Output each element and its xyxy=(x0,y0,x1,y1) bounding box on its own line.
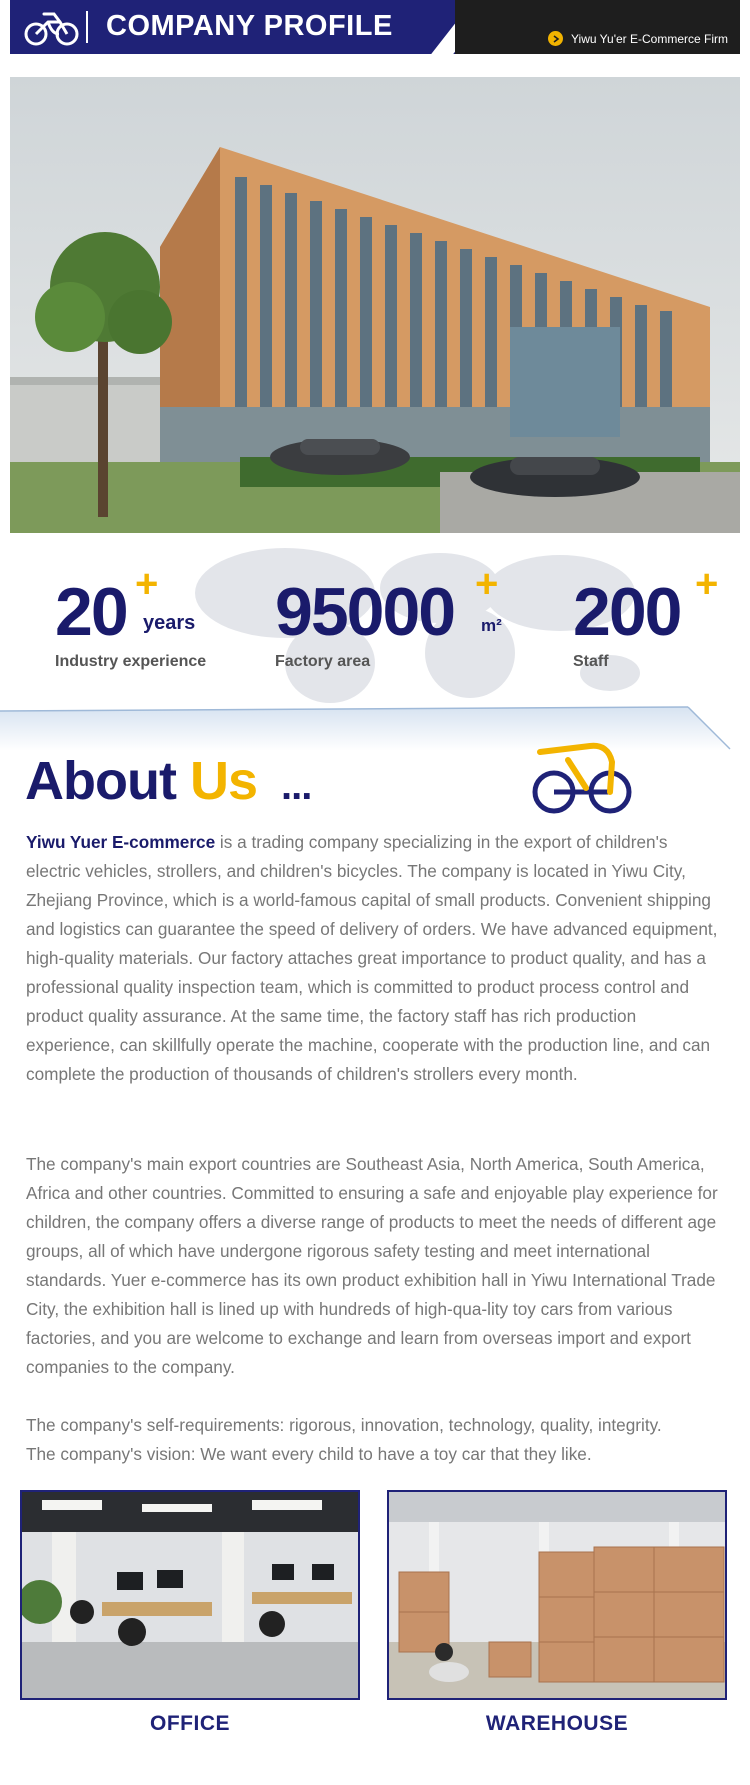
company-building-photo xyxy=(10,77,740,533)
self-requirements-line: The company's self-requirements: rigorous, innovation, technology, quality, integrity. xyxy=(26,1415,662,1435)
stat-label: Staff xyxy=(573,653,609,670)
stat-value: 20 xyxy=(55,574,127,650)
bicycle-icon xyxy=(530,740,634,821)
about-title-part2: Us xyxy=(189,751,257,811)
stat-plus: + xyxy=(475,562,499,606)
stat-experience xyxy=(55,562,207,670)
header-banner xyxy=(10,0,740,54)
warehouse-caption: WAREHOUSE xyxy=(485,1712,629,1735)
about-paragraph-2: The company's main export countries are Southeast Asia, North America, South America, Africa and other countries. Committed to ensuring a safe and enjoyable play experience for children, the company offers a diverse range of products to meet the needs of different age groups, all of which have undergone rigorous safety testing and meet international standards. Yuer e-commerce has its own product exhibition hall in Yiwu International Trade City, the exhibition hall is lined up with hundreds of high-qua-lity toy cars from various factories, and you are welcome to exchange and learn from overseas import and export companies to the company. xyxy=(26,1154,718,1377)
stat-value: 200 xyxy=(573,574,681,650)
page-title: COMPANY PROFILE xyxy=(106,10,393,42)
vision-line: The company's vision: We want every child to have a toy car that they like. xyxy=(26,1444,592,1464)
stats-section xyxy=(0,533,750,703)
stat-label: Industry experience xyxy=(55,653,207,670)
bicycle-icon xyxy=(24,6,80,53)
company-name: Yiwu Yuer E-commerce xyxy=(26,832,216,852)
stat-unit: years xyxy=(143,612,196,634)
about-paragraph-3 xyxy=(26,1411,726,1469)
about-title-part1: About xyxy=(25,751,176,811)
firm-name xyxy=(548,31,728,46)
about-paragraph-1 xyxy=(26,828,726,1089)
about-paragraph-1-text: is a trading company specializing in the export of children's electric vehicles, strollers, and children's bicycles. The company is located in Yiwu City, Zhejiang Province, which is a world-famous capital of small products. Convenient shipping and logistics can guarantee the speed of delivery of orders. We have advanced equipment, high-quality materials. Our factory attaches great importance to product quality, and has a professional quality inspection team, which is committed to product process control and product quality assurance. At the same time, the factory staff has rich production experience, can skillfully operate the machine, cooperate with the production line, and can complete the production of thousands of children's strollers every month. xyxy=(26,832,718,1084)
warehouse-photo xyxy=(387,1490,727,1700)
header-divider xyxy=(86,11,88,43)
stat-label: Factory area xyxy=(275,653,371,670)
stat-unit: m² xyxy=(481,616,502,635)
stat-value: 95000 xyxy=(275,574,455,650)
stat-factory-area xyxy=(275,562,502,670)
firm-name-text: Yiwu Yu'er E-Commerce Firm xyxy=(571,31,728,46)
about-title-dots: ... xyxy=(281,764,312,808)
chevron-right-icon xyxy=(548,31,563,46)
stat-staff xyxy=(573,562,719,670)
section-divider-band xyxy=(0,703,750,753)
stat-plus: + xyxy=(695,562,719,606)
office-caption: OFFICE xyxy=(150,1712,230,1735)
stat-plus: + xyxy=(135,562,159,606)
about-us-heading xyxy=(25,750,311,812)
office-photo xyxy=(20,1490,360,1700)
